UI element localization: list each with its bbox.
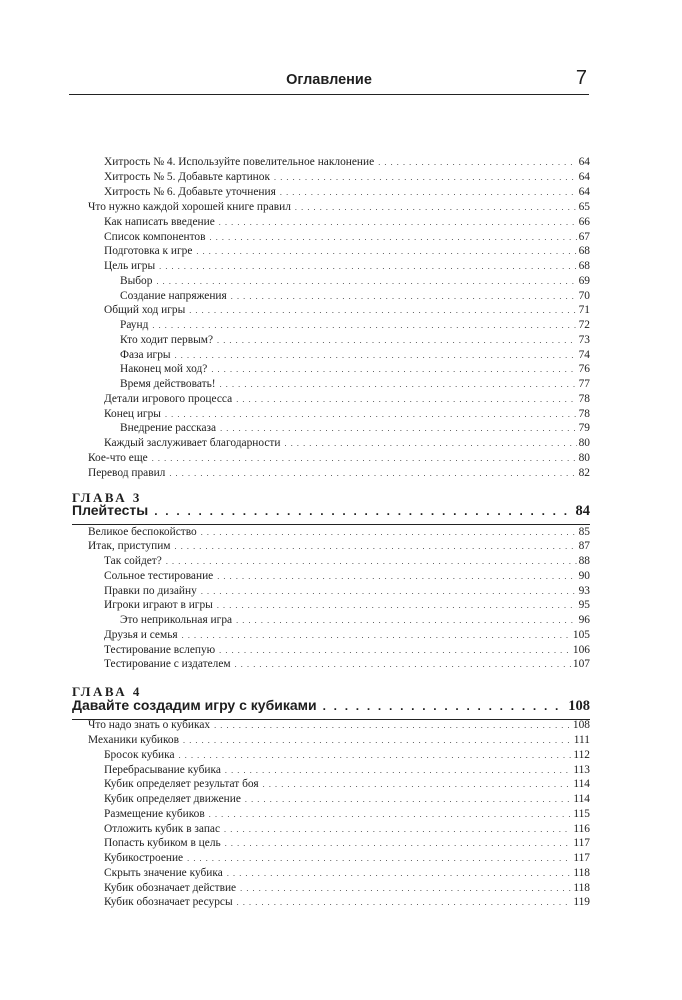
toc-entry — [104, 643, 590, 658]
toc-entry-page: 68 — [578, 245, 590, 257]
dot-leader — [217, 333, 577, 348]
dot-leader — [165, 407, 577, 422]
toc-entry — [104, 657, 590, 672]
toc-entry-title: Отложить кубик в запас — [104, 823, 221, 835]
toc-entry-title: Цель игры — [104, 260, 156, 272]
toc-entry — [104, 851, 590, 866]
toc-entry-title: Так сойдет? — [104, 555, 162, 567]
toc-entry-page: 68 — [578, 260, 590, 272]
dot-leader — [175, 539, 577, 554]
dot-leader — [179, 748, 572, 763]
toc-entry — [88, 525, 590, 540]
toc-entry-title: Подготовка к игре — [104, 245, 193, 257]
toc-entry-page: 93 — [578, 585, 590, 597]
toc-entry-title: Кубик определяет результат боя — [104, 778, 259, 790]
dot-leader — [236, 613, 577, 628]
toc-entry — [104, 584, 590, 599]
toc-entry — [104, 748, 590, 763]
dot-leader — [214, 718, 571, 733]
dot-leader — [217, 569, 576, 584]
toc-entry-title: Тестирование вслепую — [104, 644, 216, 656]
dot-leader — [211, 362, 576, 377]
toc-entry-page: 119 — [573, 896, 590, 908]
toc-entry — [104, 822, 590, 837]
dot-leader — [169, 466, 576, 481]
toc-entry-page: 116 — [573, 823, 590, 835]
toc-entry-page: 79 — [578, 422, 590, 434]
dot-leader — [154, 504, 569, 518]
dot-leader — [224, 822, 571, 837]
toc-entry-page: 112 — [573, 749, 590, 761]
toc-entry-title: Кубик обозначает действие — [104, 882, 237, 894]
toc-entry — [88, 466, 590, 481]
toc-entry-page: 72 — [578, 319, 590, 331]
toc-entry — [104, 554, 590, 569]
toc-entry — [104, 881, 590, 896]
toc-entry — [88, 200, 590, 215]
dot-leader — [201, 525, 577, 540]
dot-leader — [166, 554, 577, 569]
dot-leader — [245, 792, 571, 807]
dot-leader — [378, 155, 576, 170]
toc-entry-title: Детали игрового процесса — [104, 393, 233, 405]
toc-entry-title: Наконец мой ход? — [120, 363, 208, 375]
toc-entry-title: Кто ходит первым? — [120, 334, 214, 346]
dot-leader — [231, 289, 577, 304]
dot-leader — [227, 866, 572, 881]
toc-entry — [88, 451, 590, 466]
dot-leader — [236, 392, 576, 407]
toc-entry-page: 90 — [578, 570, 590, 582]
toc-entry-title: Каждый заслуживает благодарности — [104, 437, 281, 449]
toc-entry-page: 85 — [578, 526, 590, 538]
toc-entry-page: 64 — [578, 171, 590, 183]
dot-leader — [237, 895, 572, 910]
toc-entry — [104, 866, 590, 881]
chapter-heading — [72, 502, 590, 525]
dot-leader — [187, 851, 571, 866]
toc-entry — [104, 185, 590, 200]
dot-leader — [220, 377, 577, 392]
toc-entry-title: Кубик определяет движение — [104, 793, 241, 805]
dot-leader — [225, 836, 572, 851]
toc-entry-title: Друзья и семья — [104, 629, 178, 641]
toc-entry-page: 80 — [578, 437, 590, 449]
toc-entry — [104, 598, 590, 613]
toc-entry-title: Что надо знать о кубиках — [88, 719, 211, 731]
toc-entry-title: Попасть кубиком в цель — [104, 837, 221, 849]
toc-entry — [104, 230, 590, 245]
toc-entry — [104, 763, 590, 778]
dot-leader — [152, 318, 576, 333]
toc-entry-page: 113 — [573, 764, 590, 776]
toc-entry-page: 114 — [573, 793, 590, 805]
toc-entry — [104, 628, 590, 643]
toc-entry-page: 88 — [578, 555, 590, 567]
toc-entry-title: Размещение кубиков — [104, 808, 205, 820]
toc-entry — [104, 792, 590, 807]
toc-entry — [120, 348, 590, 363]
dot-leader — [152, 451, 577, 466]
dot-leader — [220, 421, 577, 436]
toc-entry-title: Как написать введение — [104, 216, 215, 228]
toc-entry — [120, 318, 590, 333]
toc-entry-page: 78 — [578, 393, 590, 405]
dot-leader — [201, 584, 577, 599]
toc-entry-page: 74 — [578, 349, 590, 361]
chapter-page: 84 — [575, 503, 590, 519]
toc-entry-page: 117 — [573, 852, 590, 864]
chapter-label: ГЛАВА 4 — [72, 684, 142, 699]
toc-entry-title: Перевод правил — [88, 467, 166, 479]
chapter-page: 108 — [568, 698, 590, 714]
toc-entry-page: 64 — [578, 186, 590, 198]
toc-entry — [120, 421, 590, 436]
toc-entry-page: 106 — [572, 644, 590, 656]
toc-entry-title: Хитрость № 5. Добавьте картинок — [104, 171, 270, 183]
dot-leader — [263, 777, 572, 792]
toc-entry-title: Выбор — [120, 275, 153, 287]
toc-entry — [88, 718, 590, 733]
toc-entry-page: 71 — [578, 304, 590, 316]
toc-entry-page: 76 — [578, 363, 590, 375]
toc-entry-page: 82 — [578, 467, 590, 479]
toc-entry — [104, 777, 590, 792]
toc-entry — [120, 613, 590, 628]
dot-leader — [159, 259, 576, 274]
dot-leader — [285, 436, 577, 451]
dot-leader — [175, 348, 577, 363]
toc-entry — [104, 259, 590, 274]
toc-entry-page: 66 — [578, 216, 590, 228]
toc-entry-title: Что нужно каждой хорошей книге правил — [88, 201, 291, 213]
running-header — [69, 62, 589, 95]
toc-entry — [104, 836, 590, 851]
dot-leader — [219, 643, 571, 658]
toc-entry-title: Раунд — [120, 319, 149, 331]
toc-entry-title: Внедрение рассказа — [120, 422, 217, 434]
toc-entry-page: 77 — [578, 378, 590, 390]
toc-entry — [120, 333, 590, 348]
chapter-label: ГЛАВА 3 — [72, 490, 142, 505]
toc-entry — [104, 303, 590, 318]
toc-entry-title: Фаза игры — [120, 349, 171, 361]
toc-entry-title: Создание напряжения — [120, 290, 227, 302]
toc-entry-page: 64 — [578, 156, 590, 168]
chapter-title: Плейтесты — [72, 502, 149, 518]
toc-entry-title: Кое-что еще — [88, 452, 148, 464]
toc-entry — [120, 274, 590, 289]
toc-entry — [104, 155, 590, 170]
toc-entry — [104, 569, 590, 584]
toc-entry — [120, 362, 590, 377]
toc-entry-title: Конец игры — [104, 408, 161, 420]
toc-entry-title: Бросок кубика — [104, 749, 175, 761]
dot-leader — [217, 598, 577, 613]
toc-entry — [104, 244, 590, 259]
toc-entry — [104, 215, 590, 230]
dot-leader — [196, 244, 576, 259]
toc-entry-page: 114 — [573, 778, 590, 790]
chapter-heading — [72, 697, 590, 720]
dot-leader — [156, 274, 576, 289]
toc-entry-title: Великое беспокойство — [88, 526, 197, 538]
toc-entry-title: Хитрость № 6. Добавьте уточнения — [104, 186, 276, 198]
toc-entry-page: 96 — [578, 614, 590, 626]
toc-entry-page: 65 — [578, 201, 590, 213]
toc-entry-title: Тестирование с издателем — [104, 658, 231, 670]
chapter-title: Давайте создадим игру с кубиками — [72, 697, 317, 713]
page-number: 7 — [575, 67, 587, 89]
toc-entry-page: 87 — [578, 540, 590, 552]
dot-leader — [182, 628, 571, 643]
toc-entry-title: Скрыть значение кубика — [104, 867, 223, 879]
toc-entry — [104, 807, 590, 822]
toc-entry-title: Список компонентов — [104, 231, 206, 243]
toc-entry-title: Сольное тестирование — [104, 570, 214, 582]
toc-entry-page: 117 — [573, 837, 590, 849]
toc-entry — [88, 733, 590, 748]
dot-leader — [189, 303, 576, 318]
toc-entry-page: 69 — [578, 275, 590, 287]
dot-leader — [225, 763, 571, 778]
toc-entry-title: Это неприкольная игра — [120, 614, 233, 626]
toc-entry — [88, 539, 590, 554]
toc-entry-page: 118 — [573, 867, 590, 879]
toc-entry-title: Кубик обозначает ресурсы — [104, 896, 233, 908]
toc-entry-page: 107 — [572, 658, 590, 670]
toc-entry — [120, 377, 590, 392]
dot-leader — [219, 215, 577, 230]
dot-leader — [280, 185, 577, 200]
dot-leader — [210, 230, 577, 245]
toc-entry-page: 70 — [578, 290, 590, 302]
toc-entry — [104, 407, 590, 422]
toc-entry-page: 67 — [578, 231, 590, 243]
dot-leader — [274, 170, 577, 185]
toc-entry-title: Общий ход игры — [104, 304, 186, 316]
toc-entry-page: 111 — [573, 734, 590, 746]
toc-entry-page: 105 — [572, 629, 590, 641]
toc-entry-title: Кубикостроение — [104, 852, 184, 864]
toc-entry-page: 78 — [578, 408, 590, 420]
toc-entry-title: Итак, приступим — [88, 540, 171, 552]
toc-entry-page: 115 — [573, 808, 590, 820]
dot-leader — [240, 881, 571, 896]
dot-leader — [323, 699, 563, 713]
toc-entry-title: Время действовать! — [120, 378, 216, 390]
toc-entry — [104, 392, 590, 407]
toc-entry-page: 73 — [578, 334, 590, 346]
dot-leader — [209, 807, 572, 822]
toc-entry-title: Игроки играют в игры — [104, 599, 213, 611]
running-title: Оглавление — [286, 72, 372, 88]
toc-entry-page: 118 — [573, 882, 590, 894]
toc-entry — [120, 289, 590, 304]
toc-entry — [104, 170, 590, 185]
toc-entry-page: 95 — [578, 599, 590, 611]
toc-entry — [104, 436, 590, 451]
toc-entry-title: Хитрость № 4. Используйте повелительное наклонение — [104, 156, 375, 168]
dot-leader — [183, 733, 572, 748]
dot-leader — [235, 657, 571, 672]
toc-entry-page: 80 — [578, 452, 590, 464]
toc-entry-title: Механики кубиков — [88, 734, 179, 746]
toc-entry — [104, 895, 590, 910]
toc-entry-page: 108 — [572, 719, 590, 731]
dot-leader — [295, 200, 577, 215]
toc-entry-title: Правки по дизайну — [104, 585, 197, 597]
toc-entry-title: Перебрасывание кубика — [104, 764, 221, 776]
